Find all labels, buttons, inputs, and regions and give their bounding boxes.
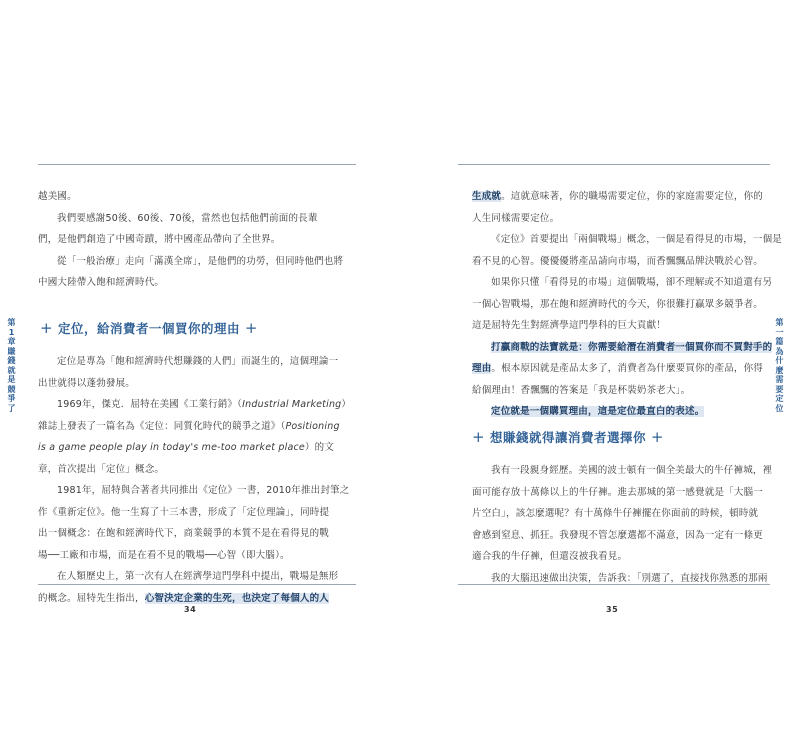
section-heading	[472, 428, 664, 446]
text-line: 越美國。	[38, 191, 77, 202]
italic-text: Industrial Marketing	[242, 399, 342, 410]
right-page	[400, 0, 800, 744]
text-line: 定位是專為「飽和經濟時代想賺錢的人們」而誕生的，這個理論一	[57, 356, 339, 367]
text-line: 看不見的心智。優優優將產品請向市場，而香飄飄品牌決戰於心智。	[472, 255, 764, 267]
text-line: 1969年，傑克．屈特在美國《工業行銷》（Industrial Marketing）	[57, 399, 352, 410]
text-line: 我有一段親身經歷。美國的波士頓有一個全美最大的牛仔褲城，裡	[491, 465, 773, 476]
plus-icon: +	[244, 319, 258, 337]
text-line	[472, 337, 772, 359]
text-line: 如果你只懂「看得見的市場」這個戰場，卻不理解或不知道還有另	[491, 277, 773, 288]
highlight-text: 打贏商戰的法寶就是：你需要給潛在消費者一個買你而不買對手的	[491, 341, 773, 353]
text-line: 這是屈特先生對經濟學這門學科的巨大貢獻！	[472, 320, 667, 331]
text-line: 們，是他們創造了中國奇蹟，將中國產品帶向了全世界。	[38, 234, 281, 245]
plus-icon: +	[472, 428, 486, 446]
text-line: 一個心智戰場，那在飽和經濟時代的今天，你很難打贏眾多競爭者。	[472, 298, 764, 310]
text-line	[472, 401, 772, 423]
plus-icon: +	[650, 428, 664, 446]
highlight-text: 心智決定企業的生死，也決定了每個人的人	[144, 592, 330, 604]
highlight-text: 定位就是一個購買理由，這是定位最直白的表述。	[491, 406, 705, 417]
left-body-bottom	[38, 351, 356, 609]
italic-text: is a game people play in today's me-too market place	[38, 442, 305, 453]
text-line: 我的大腦迅速做出決策，告訴我：「別選了，直接找你熟悉的那兩	[491, 572, 768, 584]
text-line: 章，首次提出「定位」概念。	[38, 463, 165, 475]
page-number: 35	[606, 605, 619, 614]
bottom-rule	[38, 584, 356, 585]
text-line: 適合我的牛仔褲，但還沒被我看見。	[472, 551, 628, 562]
plus-icon: +	[40, 319, 54, 337]
text-line: 面可能存放十萬條以上的牛仔褲。進去那城的第一感覺就是「大腦一	[472, 486, 764, 498]
top-rule	[458, 164, 770, 165]
text-line: 《定位》首要提出「兩個戰場」概念，一個是看得見的市場，一個是	[491, 234, 783, 245]
chapter-side-tab: 第一篇 為什麼需要定位	[775, 318, 784, 413]
text-line: 中國大陸帶入飽和經濟時代。	[38, 277, 165, 288]
section-heading-text: 定位，給消費者一個買你的理由	[57, 321, 240, 336]
text-line: 會感到窒息、抓狂。我發現不管怎麼選都不滿意，因為一定有一條更	[472, 529, 764, 541]
bottom-rule	[458, 584, 770, 585]
right-body-bottom	[472, 460, 772, 589]
italic-text: Positioning	[285, 420, 340, 432]
text-line: 的概念。屈特先生指出，心智決定企業的生死，也決定了每個人的人	[38, 592, 330, 604]
text-line: 生成就。這就意味著，你的職場需要定位，你的家庭需要定位，你的	[472, 191, 764, 202]
text-line: 人生同樣需要定位。	[472, 212, 560, 224]
text-line: 作《重新定位》。他一生寫了十三本書，形成了「定位理論」，同時提	[38, 506, 330, 518]
left-body-top	[38, 186, 356, 294]
page-number: 34	[184, 605, 197, 614]
text-line: 我們要感謝50後、60後、70後，當然也包括他們前面的長輩	[57, 212, 318, 224]
chapter-side-tab: 第1章 賺錢就是競爭了	[7, 318, 16, 413]
text-line: 出一個概念：在飽和經濟時代下，商業競爭的本質不是在看得見的戰	[38, 528, 330, 539]
text-line: is a game people play in today's me-too market place）的文	[38, 442, 335, 453]
highlight-text: 理由	[472, 363, 492, 374]
text-line: 片空白」，該怎麼選呢？有十萬條牛仔褲擺在你面前的時候，頓時就	[472, 508, 759, 519]
text-line: 理由。根本原因就是產品太多了，消費者為什麼要買你的產品，你得	[472, 363, 764, 374]
text-line: 給個理由！香飄飄的答案是「我是杯裝奶茶老大」。	[472, 384, 691, 396]
text-line: 在人類歷史上，第一次有人在經濟學這門學科中提出，戰場是無形	[57, 571, 339, 582]
section-heading	[40, 319, 258, 337]
text-line: 雜誌上發表了一篇名為《定位：同質化時代的競爭之道》（Positioning	[38, 420, 340, 432]
text-line: 場──工廠和市場，而是在看不見的戰場──心智（即大腦）。	[38, 549, 290, 561]
text-line: 1981年，屈特與合著者共同推出《定位》一書，2010年推出封筆之	[57, 485, 350, 496]
text-line: 出世就得以蓬勃發展。	[38, 377, 136, 389]
highlight-text: 生成就	[472, 191, 502, 202]
top-rule	[38, 164, 356, 165]
section-heading-text: 想賺錢就得讓消費者選擇你	[489, 430, 646, 445]
text-line: 從「一般治療」走向「滿漢全席」，是他們的功勞，但同時他們也將	[57, 255, 344, 267]
